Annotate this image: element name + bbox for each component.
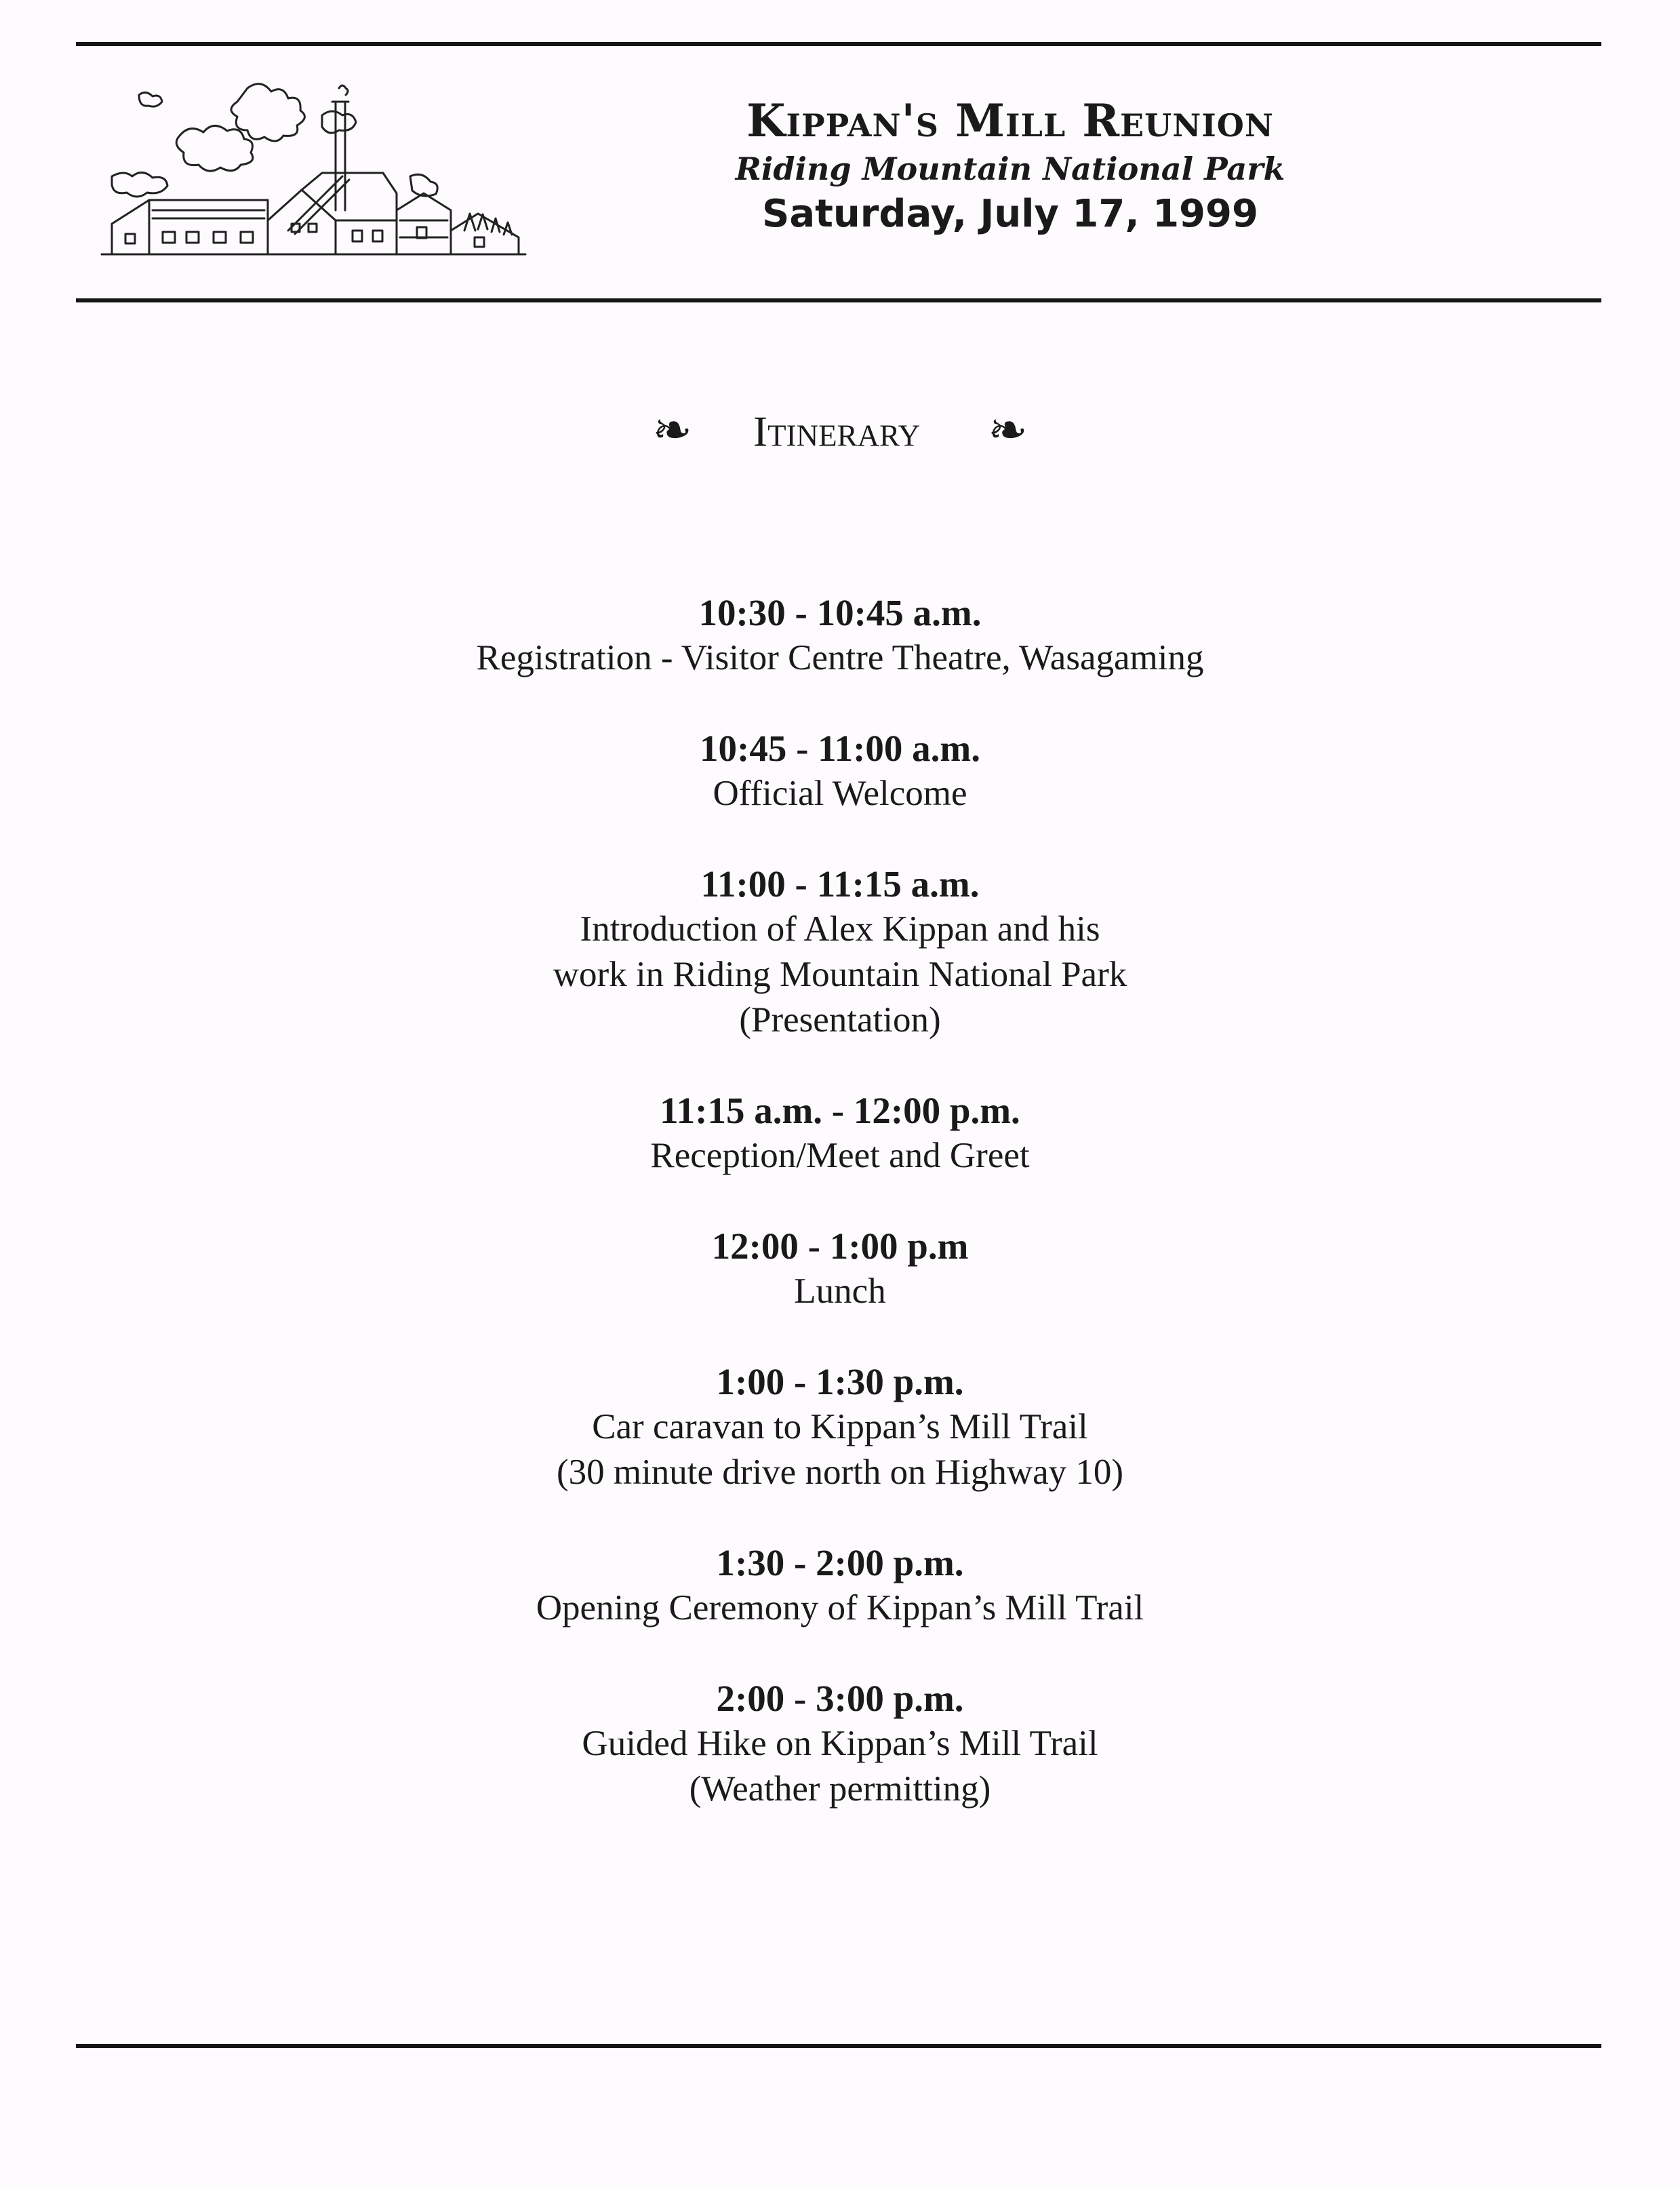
event-title: Kippan's Mill Reunion [746,94,1274,147]
schedule-time: 10:45 - 11:00 a.m. [700,728,980,769]
schedule-description: Official Welcome [713,774,967,813]
fleuron-right-icon: ❧ [988,405,1028,458]
schedule-description: Opening Ceremony of Kippan’s Mill Trail [536,1588,1144,1628]
schedule-time: 2:00 - 3:00 p.m. [716,1678,964,1719]
schedule-description: Lunch [794,1271,886,1311]
schedule-description: Introduction of Alex Kippan and his work in Riding Mountain National Park (Presentation) [553,909,1127,1040]
header-divider [76,298,1601,302]
event-date: Saturday, July 17, 1999 [762,192,1258,236]
schedule-description: Guided Hike on Kippan’s Mill Trail (Weather permitting) [582,1724,1098,1809]
schedule-item [0,1359,1680,1495]
section-title: Itinerary [753,407,921,456]
schedule-time: 10:30 - 10:45 a.m. [698,592,982,633]
schedule-time: 11:00 - 11:15 a.m. [700,863,980,905]
top-divider [76,42,1601,46]
schedule-item [0,861,1680,1043]
schedule-time: 12:00 - 1:00 p.m [711,1225,969,1267]
schedule-description: Car caravan to Kippan’s Mill Trail (30 minute drive north on Highway 10) [556,1407,1124,1492]
schedule-item [0,726,1680,816]
schedule-description: Registration - Visitor Centre Theatre, Wasagaming [476,638,1204,677]
schedule-item [0,1223,1680,1314]
schedule-item [0,1088,1680,1179]
schedule-list [0,590,1680,1857]
event-location: Riding Mountain National Park [735,151,1285,187]
schedule-item [0,1676,1680,1812]
schedule-time: 1:00 - 1:30 p.m. [716,1361,964,1402]
schedule-item [0,1540,1680,1631]
fleuron-left-icon: ❧ [652,405,692,458]
header-block [692,94,1329,239]
schedule-time: 1:30 - 2:00 p.m. [716,1542,964,1583]
schedule-time: 11:15 a.m. - 12:00 p.m. [660,1090,1020,1131]
itinerary-heading [0,393,1680,465]
schedule-item [0,590,1680,681]
schedule-description: Reception/Meet and Greet [650,1136,1030,1175]
sawmill-drawing-icon [98,75,532,264]
bottom-divider [76,2044,1601,2048]
